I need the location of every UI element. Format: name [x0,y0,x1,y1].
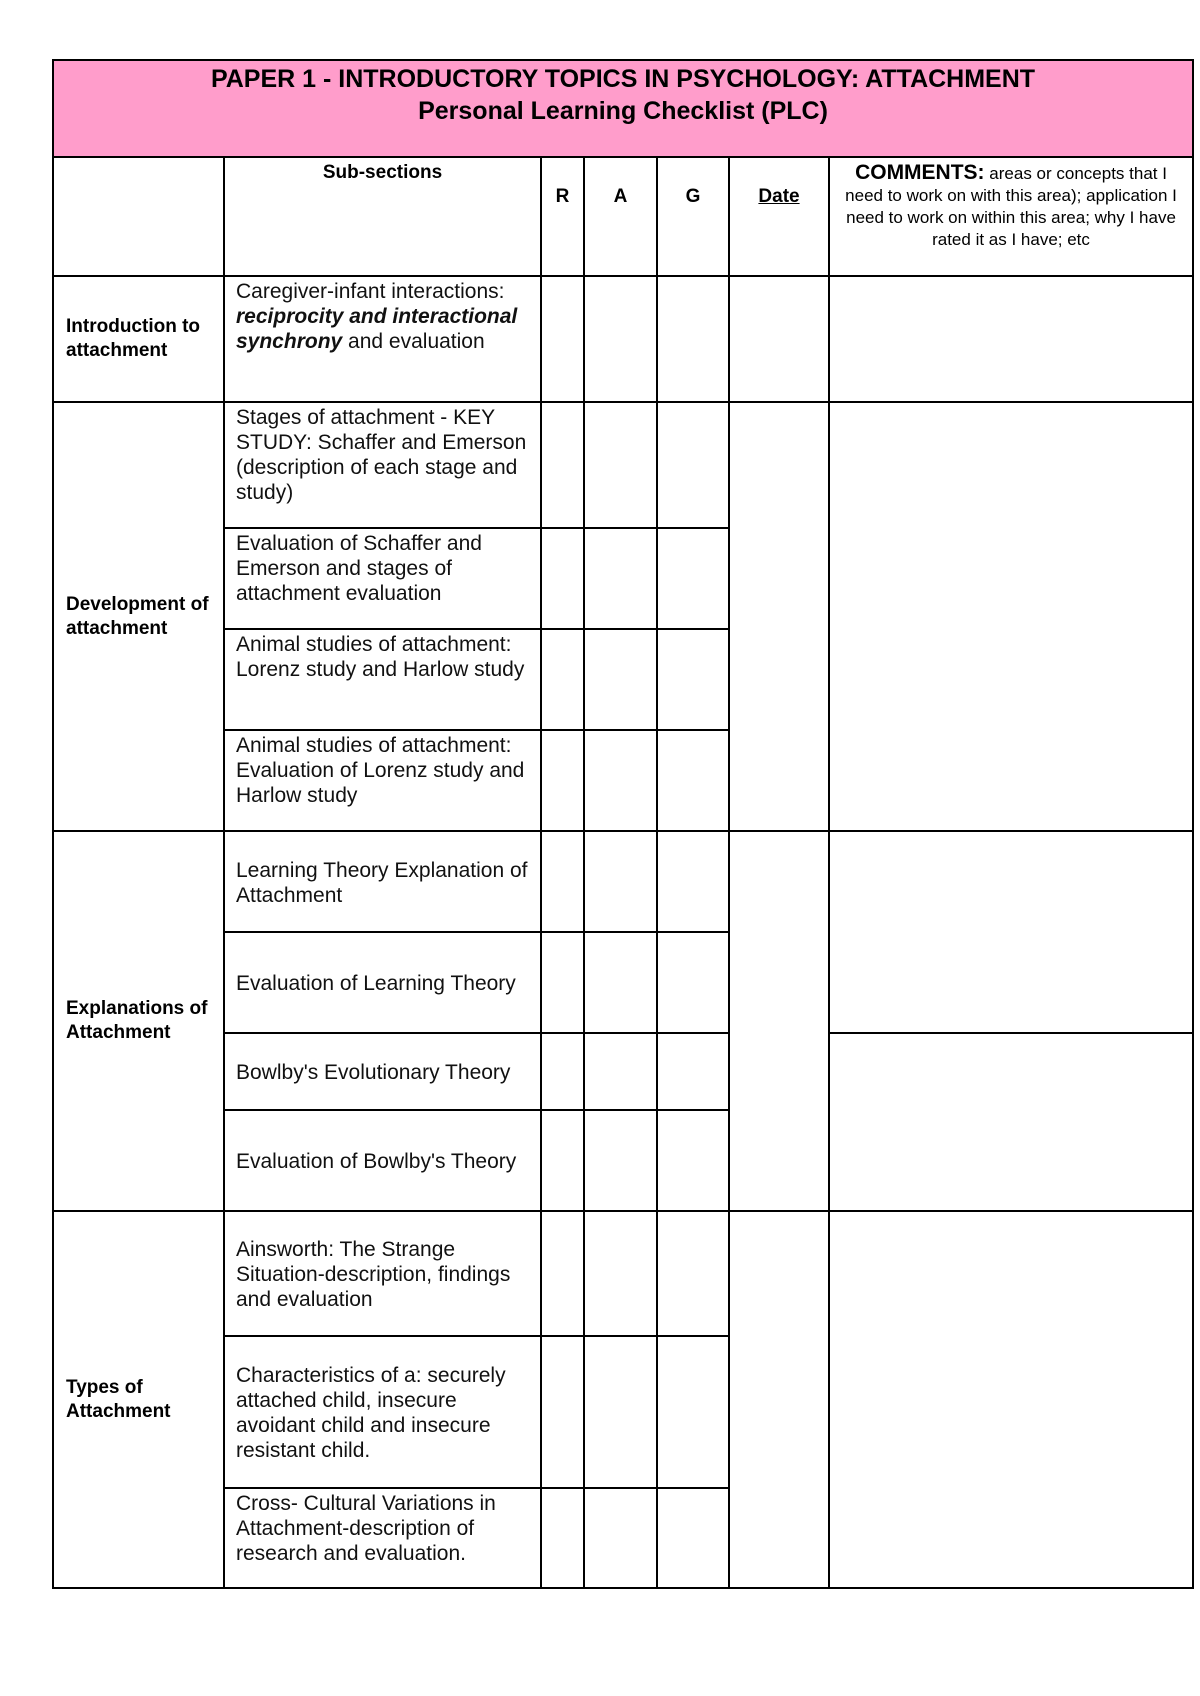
comments-cell[interactable] [829,831,1193,1033]
comments-header-lead: COMMENTS: [855,161,985,184]
g-rating-cell[interactable] [657,528,729,629]
date-header: Date [729,157,829,276]
r-rating-cell[interactable] [541,528,584,629]
a-rating-cell[interactable] [584,528,657,629]
comments-header [829,157,1193,276]
r-rating-cell[interactable] [541,1488,584,1588]
r-rating-cell[interactable] [541,276,584,402]
subsection-evaluation-bowlby-theory: Evaluation of Bowlby's Theory [224,1110,541,1211]
subsections-header: Sub-sections [224,157,541,276]
g-rating-cell[interactable] [657,831,729,932]
r-rating-cell[interactable] [541,831,584,932]
section-development-of-attachment: Development of attachment [53,402,224,831]
g-rating-cell[interactable] [657,1110,729,1211]
r-rating-cell[interactable] [541,730,584,831]
a-rating-cell[interactable] [584,730,657,831]
r-rating-cell[interactable] [541,1110,584,1211]
section-header-blank [53,157,224,276]
a-rating-cell[interactable] [584,932,657,1033]
subsection-cross-cultural-variations: Cross- Cultural Variations in Attachment-description of research and evaluation. [224,1488,541,1588]
subsection-animal-studies-evaluation: Animal studies of attachment: Evaluation of Lorenz study and Harlow study [224,730,541,831]
comments-cell[interactable] [829,402,1193,831]
subsection-evaluation-learning-theory: Evaluation of Learning Theory [224,932,541,1033]
a-rating-cell[interactable] [584,831,657,932]
comments-header-text: areas or concepts that I need to work on with this area); application I need to work on within this area; why I have rated it as I have; etc [845,164,1177,249]
g-rating-cell[interactable] [657,1211,729,1336]
g-rating-cell[interactable] [657,730,729,831]
subsection-bowlby-theory: Bowlby's Evolutionary Theory [224,1033,541,1110]
g-rating-cell[interactable] [657,1336,729,1488]
title-banner [53,60,1193,157]
a-header: A [584,157,657,276]
r-rating-cell[interactable] [541,1211,584,1336]
page-subtitle: Personal Learning Checklist (PLC) [418,97,828,125]
r-rating-cell[interactable] [541,402,584,528]
a-rating-cell[interactable] [584,1336,657,1488]
g-rating-cell[interactable] [657,629,729,730]
plc-table [52,59,1194,1589]
section-introduction-to-attachment: Introduction to attachment [53,276,224,402]
g-header: G [657,157,729,276]
subsection-emphasis: reciprocity and interactional synchrony [236,305,518,353]
subsection-caregiver-infant-interactions [224,276,541,402]
r-rating-cell[interactable] [541,1336,584,1488]
a-rating-cell[interactable] [584,629,657,730]
date-cell[interactable] [729,1211,829,1588]
a-rating-cell[interactable] [584,1110,657,1211]
subsection-animal-studies: Animal studies of attachment: Lorenz study and Harlow study [224,629,541,730]
a-rating-cell[interactable] [584,276,657,402]
subsection-evaluation-schaffer-emerson: Evaluation of Schaffer and Emerson and stages of attachment evaluation [224,528,541,629]
date-cell[interactable] [729,402,829,831]
a-rating-cell[interactable] [584,1488,657,1588]
subsection-text: Caregiver-infant interactions: [236,280,505,303]
page-title: PAPER 1 - INTRODUCTORY TOPICS IN PSYCHOLOGY: ATTACHMENT [210,65,1036,93]
date-cell[interactable] [729,831,829,1211]
comments-cell[interactable] [829,276,1193,402]
subsection-text: and evaluation [348,330,485,353]
comments-cell[interactable] [829,1211,1193,1588]
section-types-of-attachment: Types of Attachment [53,1211,224,1588]
subsection-attachment-characteristics: Characteristics of a: securely attached child, insecure avoidant child and insecure resistant child. [224,1336,541,1488]
date-cell[interactable] [729,276,829,402]
a-rating-cell[interactable] [584,1033,657,1110]
section-explanations-of-attachment: Explanations of Attachment [53,831,224,1211]
r-rating-cell[interactable] [541,932,584,1033]
r-rating-cell[interactable] [541,629,584,730]
g-rating-cell[interactable] [657,402,729,528]
r-header: R [541,157,584,276]
r-rating-cell[interactable] [541,1033,584,1110]
g-rating-cell[interactable] [657,1033,729,1110]
comments-cell[interactable] [829,1033,1193,1211]
g-rating-cell[interactable] [657,1488,729,1588]
g-rating-cell[interactable] [657,276,729,402]
subsection-strange-situation: Ainsworth: The Strange Situation-description, findings and evaluation [224,1211,541,1336]
subsection-learning-theory: Learning Theory Explanation of Attachment [224,831,541,932]
a-rating-cell[interactable] [584,1211,657,1336]
a-rating-cell[interactable] [584,402,657,528]
subsection-stages-of-attachment: Stages of attachment - KEY STUDY: Schaffer and Emerson (description of each stage and study) [224,402,541,528]
g-rating-cell[interactable] [657,932,729,1033]
